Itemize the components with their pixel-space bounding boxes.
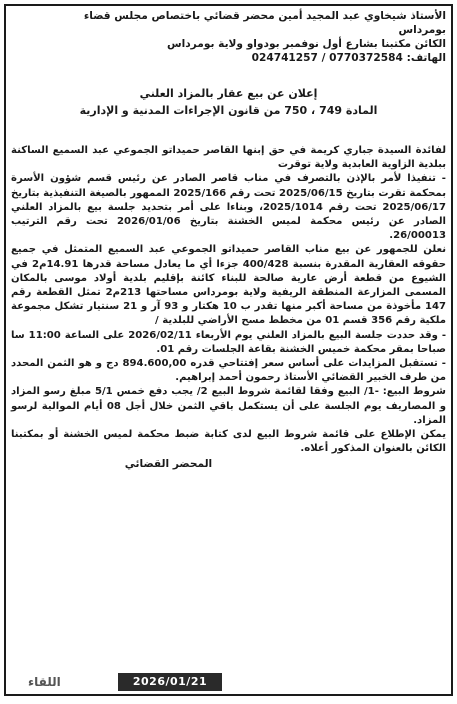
signature: المحضر القضائي — [124, 458, 213, 471]
sale-conditions-paragraph: شروط البيع: -1/ البيع وفقا لقائمة شروط البيع 2/ يجب دفع خمس 5/1 مبلغ رسو المزاد و المصاريف يوم الجلسة على أن يستكمل باقي الثمن خلال أجل 08 أيام الموالية لرسو المزاد. — [11, 386, 446, 426]
property-description-paragraph: نعلن للجمهور عن بيع مناب القاصر حميداتو الجموعي عبد السميع المتمثل في جميع حقوقه العقارية المقدرة بنسبة 400/428 جزءا أي ما يعادل مساحة قدرها 14.91م2 في الشيوع من قطعة أرض عارية صالحة للبناء كائنة بإقليم بلدية أولاد موسى بالمكان المسمى المزارعة المنطقة الريفية ولاية بومرداس مساحتها 213م2 تمثل القطعة رقم 147 مأخوذة من مساحة أكبر منها تقدر ب 10 هكتار و 93 آر و 21 سنتيار تشكل مجموعة ملكية رقم 356 قسم 01 من مخطط مسح الأراضي للبلدية / — [11, 244, 447, 327]
newspaper-name: اللقاء — [28, 675, 61, 689]
notice-body — [11, 144, 446, 456]
publication-date: 2026/01/21 — [118, 673, 222, 691]
court-order-paragraph: - تنفيذا لأمر بالإذن بالتصرف في مناب قاصر الصادر عن رئيس قسم شؤون الأسرة بمحكمة تقرت بتاريخ 2025/06/15 تحت رقم 2025/166 الممهور بالصيغة التنفيذية بتاريخ 2025/06/17 تحت رقم 2025/1014، وبناءا على أمر بتحديد جلسة بيع بالمزاد العلني الصادر عن رئيس محكمة لميس الخشنة بتاريخ 2026/01/06 تحت رقم الترتيب 26/00013. — [11, 173, 446, 242]
footer — [6, 670, 451, 694]
legal-articles: المادة 749 ، 750 من قانون الإجراءات المدنية و الإدارية — [79, 104, 378, 117]
legal-notice — [4, 4, 453, 696]
beneficiary-paragraph: لفائدة السيدة جباري كريمة في حق إبنها القاصر حميداتو الجموعي عبد السميع الساكنة ببلدية الزاوية العابدية ولاية توقرت — [11, 145, 446, 171]
announcement-title: إعلان عن بيع عقار بالمزاد العلني — [139, 87, 318, 100]
opening-price-paragraph: - تستقبل المزايدات على أساس سعر إفتتاحي قدره 894.600,00 دج و هو الثمن المحدد من طرف الخبير القضائي الأستاذ رحمون أحمد إبراهيم. — [11, 358, 446, 384]
jurisdiction-line: بومرداس — [398, 24, 446, 36]
consultation-paragraph: يمكن الإطلاع على قائمة شروط البيع لدى كتابة ضبط محكمة لميس الخشنة أو بمكتبنا الكائن بالعنوان المذكور أعلاه. — [11, 429, 446, 455]
office-address: الكائن مكتبنا بشارع أول نوفمبر بودواو ولاية بومرداس — [167, 38, 446, 50]
phone-numbers: الهاتف: 0770372584 / 024741257 — [251, 52, 446, 64]
bailiff-name-line: الأستاذ شيخاوي عبد المجيد أمين محضر قضائي باختصاص مجلس قضاء — [83, 10, 446, 22]
auction-date-paragraph: - وقد حددت جلسة البيع بالمزاد العلني يوم الأربعاء 2026/02/11 على الساعة 11:00 سا صباحا بمقر محكمة خميس الخشنة بقاعة الجلسات رقم 01. — [11, 329, 447, 355]
